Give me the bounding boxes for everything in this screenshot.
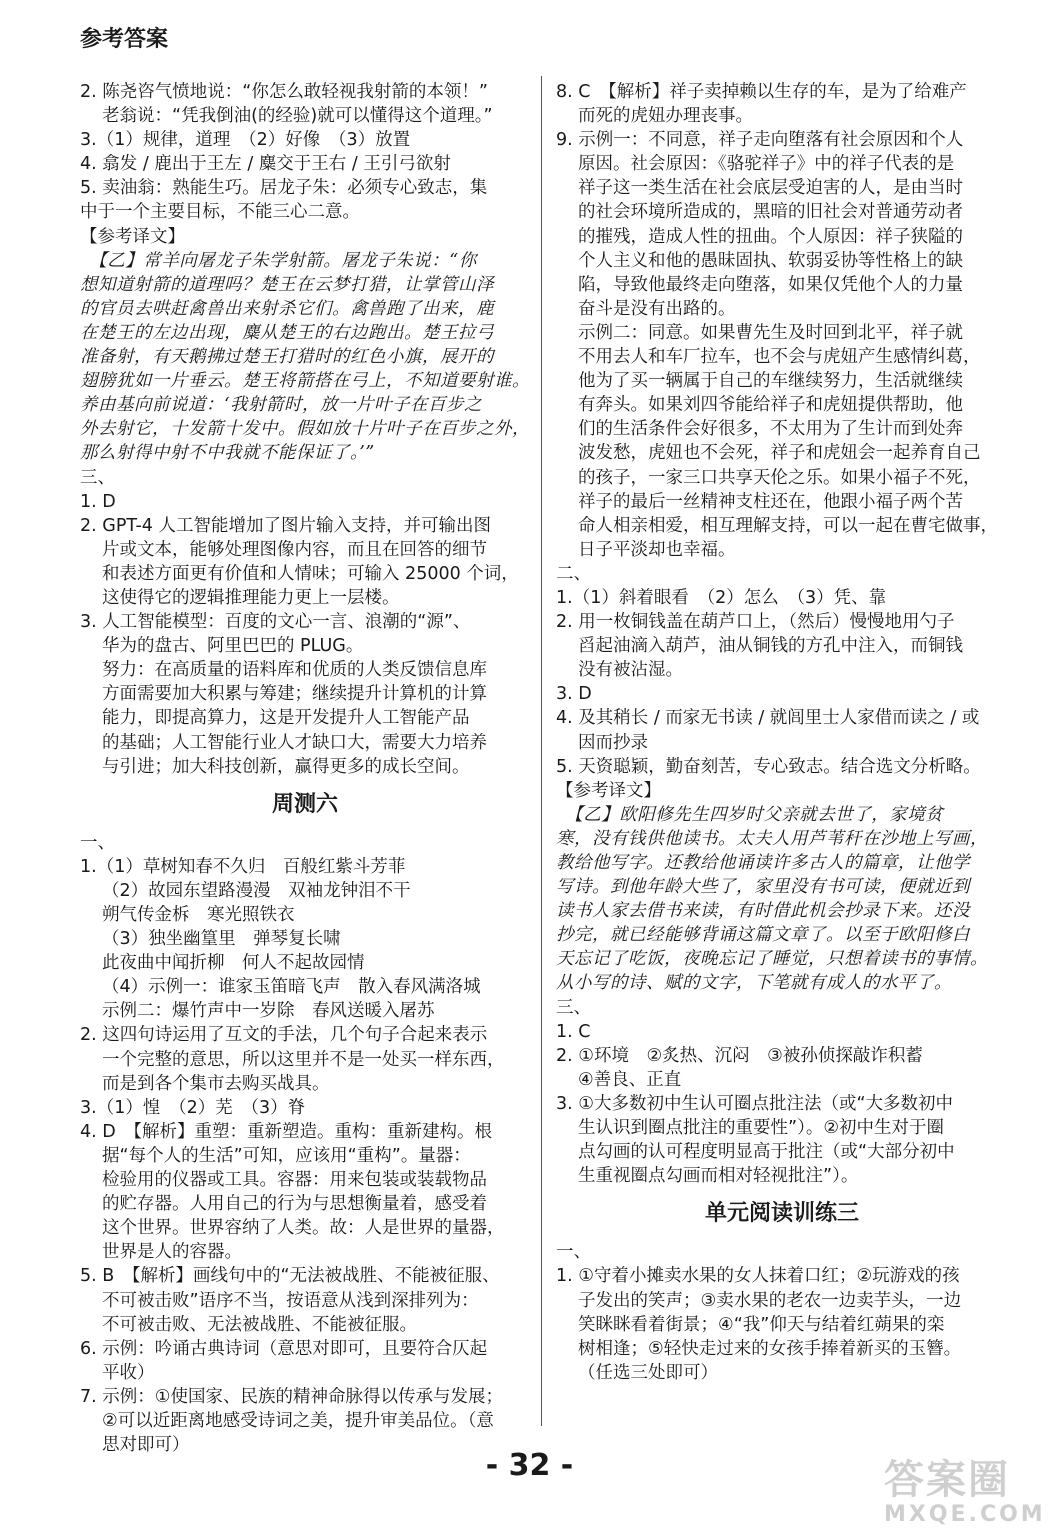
answer-line: 舀起油滴入葫芦，油从铜钱的方孔中注入，而铜钱 bbox=[578, 636, 963, 657]
answer-line: 2. GPT-4 人工智能增加了图片输入支持，并可输出图 bbox=[80, 515, 491, 536]
answer-line: 而死的虎妞办理丧事。 bbox=[578, 106, 753, 127]
column-divider bbox=[541, 76, 542, 1426]
translation-line: 【乙】欧阳修先生四岁时父亲就去世了，家境贫 bbox=[556, 804, 944, 825]
answer-line: 个人主义和他的愚昧固执、软弱妥协等性格上的缺 bbox=[578, 250, 963, 271]
answer-line: 据“每个人的生活”可知，应该用“重构”。量器： bbox=[102, 1145, 471, 1166]
answer-line: 1.（1）草树知春不久归 百般红紫斗芳菲 bbox=[80, 856, 406, 877]
answer-line: 5. B 【解析】画线句中的“无法被战胜、不能被征服、 bbox=[80, 1266, 500, 1287]
answer-line: 此夜曲中闻折柳 何人不起故园情 bbox=[102, 953, 365, 974]
answer-line: 有奔头。如果刘四爷能给祥子和虎妞提供帮助，他 bbox=[578, 395, 963, 416]
answer-line: 9. 示例一：不同意，祥子走向堕落有社会原因和个人 bbox=[556, 130, 964, 151]
answer-line: 波发愁，虎妞也不会死，祥子和虎妞会一起养育自己 bbox=[578, 443, 981, 464]
answer-line: 【参考译文】 bbox=[556, 780, 661, 801]
answer-line: 的基础；人工智能行业人才缺口大，需要大力培养 bbox=[102, 732, 487, 753]
answer-line: 和表述方面更有价值和人情味；可输入 25000 个词， bbox=[102, 563, 519, 584]
answer-line: 8. C 【解析】祥子卖掉赖以生存的车，是为了给难产 bbox=[556, 82, 967, 102]
watermark-url: MXQE.COM bbox=[884, 1502, 1046, 1527]
answer-line: 原因。社会原因：《骆驼祥子》中的祥子代表的是 bbox=[578, 154, 955, 175]
answer-line: 方面需要加大积累与筹建；继续提升计算机的计算 bbox=[102, 684, 487, 705]
answer-line: 的贮存器。人用自己的行为与思想衡量着，感受着 bbox=[102, 1194, 487, 1215]
answer-line: 努力：在高质量的语料库和优质的人类反馈信息库 bbox=[102, 660, 487, 681]
answer-line: （4）示例一：谁家玉笛暗飞声 散入春风满洛城 bbox=[102, 977, 481, 998]
answer-line: 祥子的最后一丝精神支柱还在，他跟小福子两个苦 bbox=[578, 491, 963, 512]
answer-line: 7. 示例：①使国家、民族的精神命脉得以传承与发展； bbox=[80, 1386, 503, 1407]
answer-line: 朔气传金柝 寒光照铁衣 bbox=[102, 905, 295, 925]
answer-line: 生认识到圈点批注的重要性”）。②初中生对于圈 bbox=[578, 1118, 945, 1139]
answer-line: 三、 bbox=[80, 467, 115, 488]
translation-line: 准备射，有天鹅拂过楚王打猎时的红色小旗，展开的 bbox=[80, 347, 494, 368]
answer-line: 1. C bbox=[556, 1021, 591, 1042]
answer-line: 示例二：爆竹声中一岁除 春风送暖入屠苏 bbox=[102, 1001, 435, 1022]
answer-line: 一、 bbox=[556, 1242, 591, 1263]
answer-line: 一个完整的意思，所以这里并不是一处买一样东西， bbox=[102, 1049, 505, 1070]
answer-line: 中于一个主要目标，不能三心二意。 bbox=[80, 202, 360, 223]
answer-line: 树相逢；⑤轻快走过来的女孩手捧着新买的玉簪。 bbox=[578, 1338, 962, 1359]
answer-line: 老翁说：“凭我倒油(的经验)就可以懂得这个道理。” bbox=[102, 106, 493, 127]
answer-line: 3. 人工智能模型：百度的文心一言、浪潮的“源”、 bbox=[80, 612, 471, 633]
answer-line: 【参考译文】 bbox=[80, 226, 185, 247]
section-title: 单元阅读训练三 bbox=[704, 1201, 859, 1227]
answer-line: 1. D bbox=[80, 491, 116, 512]
answer-line: 子发出的笑声；③卖水果的老农一边卖芋头，一边 bbox=[578, 1290, 962, 1311]
answer-line: 这个世界。世界容纳了人类。故：人是世界的量器， bbox=[102, 1218, 505, 1239]
answer-line: 4. D 【解析】重塑：重新塑造。重构：重新建构。根 bbox=[80, 1121, 492, 1142]
answer-line: （任选三处即可） bbox=[578, 1362, 718, 1383]
answer-line: 华为的盘古、阿里巴巴的 PLUG。 bbox=[102, 636, 364, 657]
answer-line: 3.（1）规律，道理 （2）好像 （3）放置 bbox=[80, 130, 411, 151]
answer-line: 能力，即提高算力，这是开发提升人工智能产品 bbox=[102, 708, 470, 729]
translation-line: 养由基向前说道：‘我射箭时，放一片叶子在百步之 bbox=[80, 395, 483, 416]
translation-line: 从小写的诗、赋的文字，下笔就有成人的水平了。 bbox=[556, 973, 952, 994]
answer-line: 示例二：同意。如果曹先生及时回到北平，祥子就 bbox=[578, 322, 963, 343]
answer-line: 的孩子，一家三口共享天伦之乐。如果小福子不死， bbox=[578, 467, 981, 488]
answer-line: （2）故园东望路漫漫 双袖龙钟泪不干 bbox=[102, 880, 411, 901]
translation-line: 教给他写字。还教给他诵读许多古人的篇章，让他学 bbox=[556, 853, 970, 873]
answer-line: 5. 卖油翁：熟能生巧。居龙子朱：必须专心致志，集 bbox=[80, 178, 488, 199]
page-header: 参考答案 bbox=[80, 27, 169, 52]
answer-line: 们的生活条件会好很多，不太用为了生计而到处奔 bbox=[578, 419, 963, 440]
answer-line: 一、 bbox=[80, 832, 115, 853]
answer-line: 的社会环境所造成的，黑暗的旧社会对普通劳动者 bbox=[578, 202, 963, 223]
watermark-text: 答案圈 bbox=[884, 1457, 1010, 1503]
answer-line: 点勾画的认可程度明显高于批注（或“大部分初中 bbox=[578, 1142, 955, 1163]
answer-line: 因而抄录 bbox=[578, 732, 648, 753]
translation-line: 的官员去哄赶禽兽出来射杀它们。禽兽跑了出来，鹿 bbox=[80, 298, 494, 319]
answer-line: 这使得它的逻辑推理能力更上一层楼。 bbox=[102, 587, 400, 608]
translation-line: 写诗。到他年龄大些了，家里没有书可读，便就近到 bbox=[556, 877, 970, 898]
answer-line: 3. D bbox=[556, 684, 592, 705]
translation-line: 【乙】常羊向屠龙子朱学射箭。屠龙子朱说：“你 bbox=[80, 250, 477, 271]
section-title: 周测六 bbox=[271, 791, 338, 817]
answer-line: 2. 这四句诗运用了互文的手法，几个句子合起来表示 bbox=[80, 1025, 488, 1046]
answer-line: 不可被击败”语序不当，按语意从浅到深排列为： bbox=[102, 1290, 479, 1311]
answer-line: 生重视圈点勾画而相对轻视批注”）。 bbox=[578, 1166, 859, 1187]
answer-line: 3. ①大多数初中生认可圈点批注法（或“大多数初中 bbox=[556, 1093, 954, 1114]
answer-line: 4. 翕发 / 鹿出于王左 / 麋交于王右 / 王引弓欲射 bbox=[80, 154, 451, 175]
translation-line: 那么射得中射不中我就不能保证了。’” bbox=[80, 443, 375, 464]
answer-line: 6. 示例：吟诵古典诗词（意思对即可，且要符合仄起 bbox=[80, 1338, 488, 1359]
translation-line: 外去射它，十发箭十发中。假如放十片叶子在百步之外， bbox=[80, 419, 530, 440]
answer-line: 3.（1）惶 （2）芜 （3）脊 bbox=[80, 1097, 306, 1118]
answer-line: （3）独坐幽篁里 弹琴复长啸 bbox=[102, 929, 341, 950]
left-column bbox=[80, 80, 530, 1457]
answer-line: ④善良、正直 bbox=[578, 1069, 682, 1090]
translation-line: 抄完，就已经能够背诵这篇文章了。以至于欧阳修白 bbox=[556, 925, 970, 946]
answer-line: 4. 及其稍长 / 而家无书读 / 就闾里士人家借而读之 / 或 bbox=[556, 708, 980, 729]
translation-line: 在楚王的左边出现，麋从楚王的右边跑出。楚王拉弓 bbox=[80, 322, 494, 343]
answer-line: 不可被击败、无法被战胜、不能被征服。 bbox=[102, 1314, 417, 1335]
answer-line: 命人相亲相爱，相互理解支持，可以一起在曹宅做事， bbox=[578, 515, 998, 536]
answer-line: 与引进；加大科技创新，赢得更多的成长空间。 bbox=[102, 756, 470, 777]
translation-line: 翅膀犹如一片垂云。楚王将箭搭在弓上，不知道要射谁。 bbox=[80, 371, 530, 392]
answer-line: 1. ①守着小摊卖水果的女人抹着口红；②玩游戏的孩 bbox=[556, 1266, 960, 1287]
answer-line: 而是到各个集市去购买战具。 bbox=[102, 1073, 330, 1094]
answer-line: 片或文本，能够处理图像内容，而且在回答的细节 bbox=[102, 539, 487, 560]
answer-line: 2. 陈尧咨气愤地说：“你怎么敢轻视我射箭的本领！” bbox=[80, 82, 488, 102]
translation-line: 读书人家去借书来读，有时借此机会抄录下来。还没 bbox=[556, 901, 970, 922]
watermark-logo bbox=[884, 1458, 1044, 1530]
page-number: - 32 - bbox=[485, 1448, 574, 1483]
answer-line: 2. 用一枚铜钱盖在葫芦口上，（然后）慢慢地用勺子 bbox=[556, 612, 955, 633]
right-column bbox=[556, 80, 1008, 1385]
translation-line: 寒，没有钱供他读书。太夫人用芦苇秆在沙地上写画， bbox=[556, 828, 988, 849]
answer-line: 不用去人和车厂拉车，也不会与虎妞产生感情纠葛， bbox=[578, 347, 981, 368]
answer-line: 没有被沾湿。 bbox=[578, 660, 683, 681]
answer-line: 2. ①环境 ②炙热、沉闷 ③被孙侦探敲诈积蓄 bbox=[556, 1045, 923, 1066]
answer-line: 检验用的仪器或工具。容器：用来包装或装载物品 bbox=[102, 1170, 487, 1191]
answer-line: 笑眯眯看着街景；④“我”仰天与结着红蒴果的栾 bbox=[578, 1314, 945, 1335]
answer-line: 5. 天资聪颖，勤奋刻苦，专心致志。结合选文分析略。 bbox=[556, 756, 981, 777]
answer-line: 奋斗是没有出路的。 bbox=[578, 298, 736, 319]
answer-line: 思对即可） bbox=[102, 1435, 190, 1456]
translation-line: 想知道射箭的道理吗？楚王在云梦打猎，让掌管山泽 bbox=[80, 274, 494, 295]
answer-line: 日子平淡却也幸福。 bbox=[578, 539, 736, 560]
answer-line: 二、 bbox=[556, 563, 591, 584]
answer-line: 三、 bbox=[556, 997, 591, 1018]
answer-line: 世界是人的容器。 bbox=[102, 1242, 242, 1263]
answer-line: 他为了买一辆属于自己的车继续努力，生活就继续 bbox=[578, 371, 963, 392]
translation-line: 天忘记了吃饭，夜晚忘记了睡觉，只想着读书的事情。 bbox=[556, 949, 988, 970]
answer-line: 祥子这一类生活在社会底层受迫害的人，是由当时 bbox=[578, 178, 963, 199]
answer-line: 平收） bbox=[102, 1362, 155, 1383]
answer-line: ②可以近距离地感受诗词之美，提升审美品位。（意 bbox=[102, 1410, 494, 1431]
answer-line: 1.（1）斜着眼看 （2）怎么 （3）凭、靠 bbox=[556, 587, 887, 608]
answer-line: 的摧残，造成人性的扭曲。个人原因：祥子狭隘的 bbox=[578, 226, 963, 247]
answer-line: 陷，导致他最终走向堕落，如果仅凭他个人的力量 bbox=[578, 274, 963, 295]
